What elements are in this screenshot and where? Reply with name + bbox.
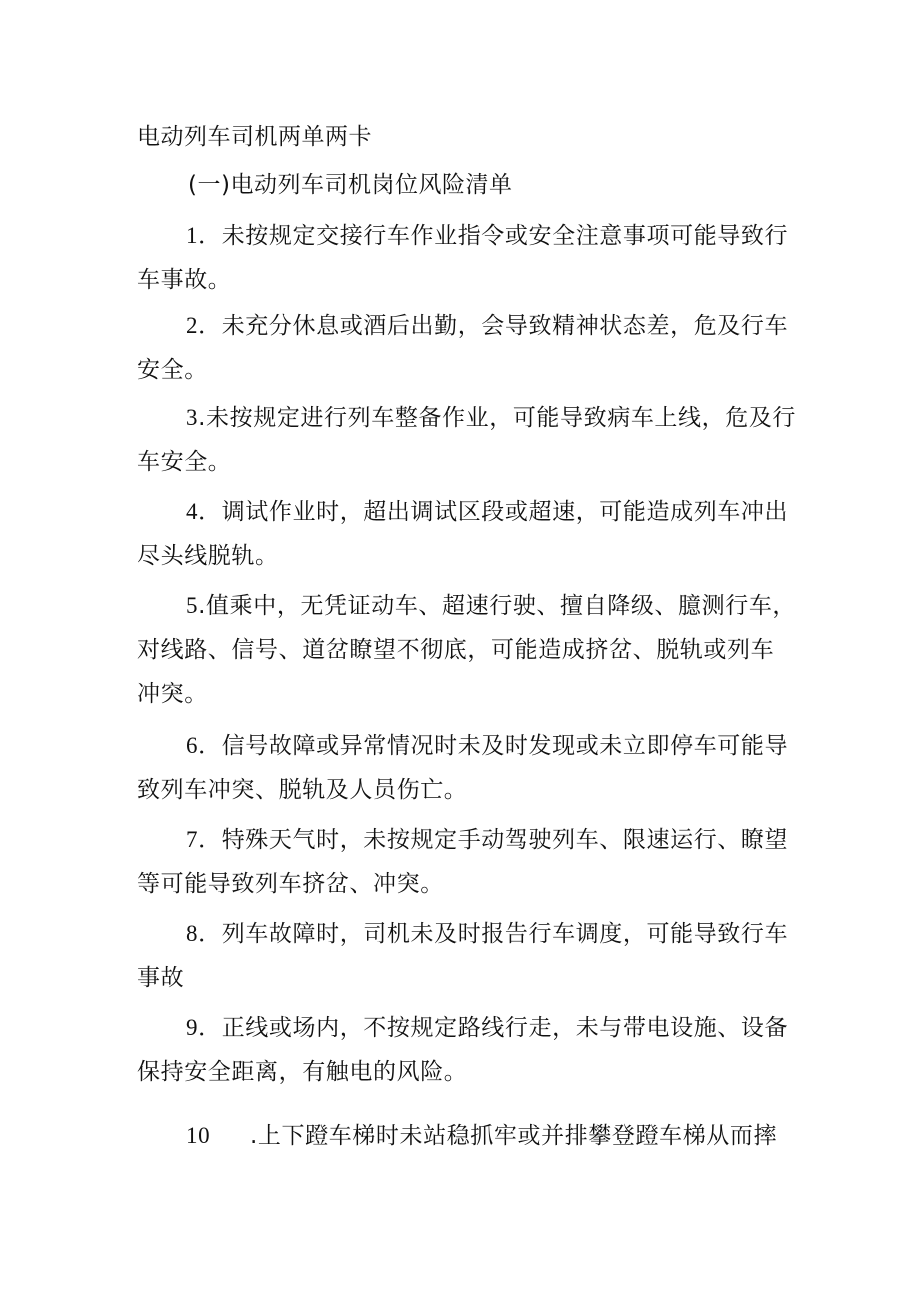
list-item bbox=[137, 396, 797, 484]
item-text: ．特殊天气时，未按规定手动驾驶列车、限速运行、瞭望等可能导致列车挤岔、冲突。 bbox=[137, 827, 789, 897]
item-text: ．正线或场内，不按规定路线行走，未与带电设施、设备保持安全距离，有触电的风险。 bbox=[137, 1015, 789, 1085]
list-item bbox=[137, 1114, 797, 1158]
section-heading: (一)电动列车司机岗位风险清单 bbox=[188, 172, 513, 198]
list-item bbox=[137, 1006, 797, 1094]
item-number: 6 bbox=[186, 733, 199, 758]
item-text: ．未按规定交接行车作业指令或安全注意事项可能导致行车事故。 bbox=[137, 223, 789, 293]
list-item bbox=[137, 214, 797, 302]
item-text: .值乘中，无凭证动车、超速行驶、擅自降级、臆测行车，对线路、信号、道岔瞭望不彻底，可能造成挤岔、脱轨或列车冲突。 bbox=[137, 593, 797, 707]
item-number: 2 bbox=[186, 313, 199, 338]
item-number: 8 bbox=[186, 921, 199, 946]
item-number: 5 bbox=[186, 593, 199, 618]
item-number: 3 bbox=[186, 405, 199, 430]
list-item bbox=[137, 818, 797, 906]
list-item bbox=[137, 490, 797, 578]
list-item bbox=[137, 584, 797, 716]
item-number: 7 bbox=[186, 827, 199, 852]
item-number: 9 bbox=[186, 1015, 199, 1040]
item-text: .未按规定进行列车整备作业，可能导致病车上线，危及行车安全。 bbox=[137, 405, 797, 475]
list-item bbox=[137, 912, 797, 1000]
item-text: ．信号故障或异常情况时未及时发现或未立即停车可能导致列车冲突、脱轨及人员伤亡。 bbox=[137, 733, 789, 803]
list-item bbox=[137, 304, 797, 392]
item-text: ．调试作业时，超出调试区段或超速，可能造成列车冲出尽头线脱轨。 bbox=[137, 499, 789, 569]
item-text: ．未充分休息或酒后出勤，会导致精神状态差，危及行车安全。 bbox=[137, 313, 789, 383]
document-title: 电动列车司机两单两卡 bbox=[137, 124, 372, 150]
item-text: ．列车故障时，司机未及时报告行车调度，可能导致行车事故 bbox=[137, 921, 789, 991]
item-number: 10 bbox=[186, 1123, 211, 1148]
item-number: 4 bbox=[186, 499, 199, 524]
item-number: 1 bbox=[186, 223, 199, 248]
list-item bbox=[137, 724, 797, 812]
item-text: .上下蹬车梯时未站稳抓牢或并排攀登蹬车梯从而摔 bbox=[250, 1123, 778, 1149]
